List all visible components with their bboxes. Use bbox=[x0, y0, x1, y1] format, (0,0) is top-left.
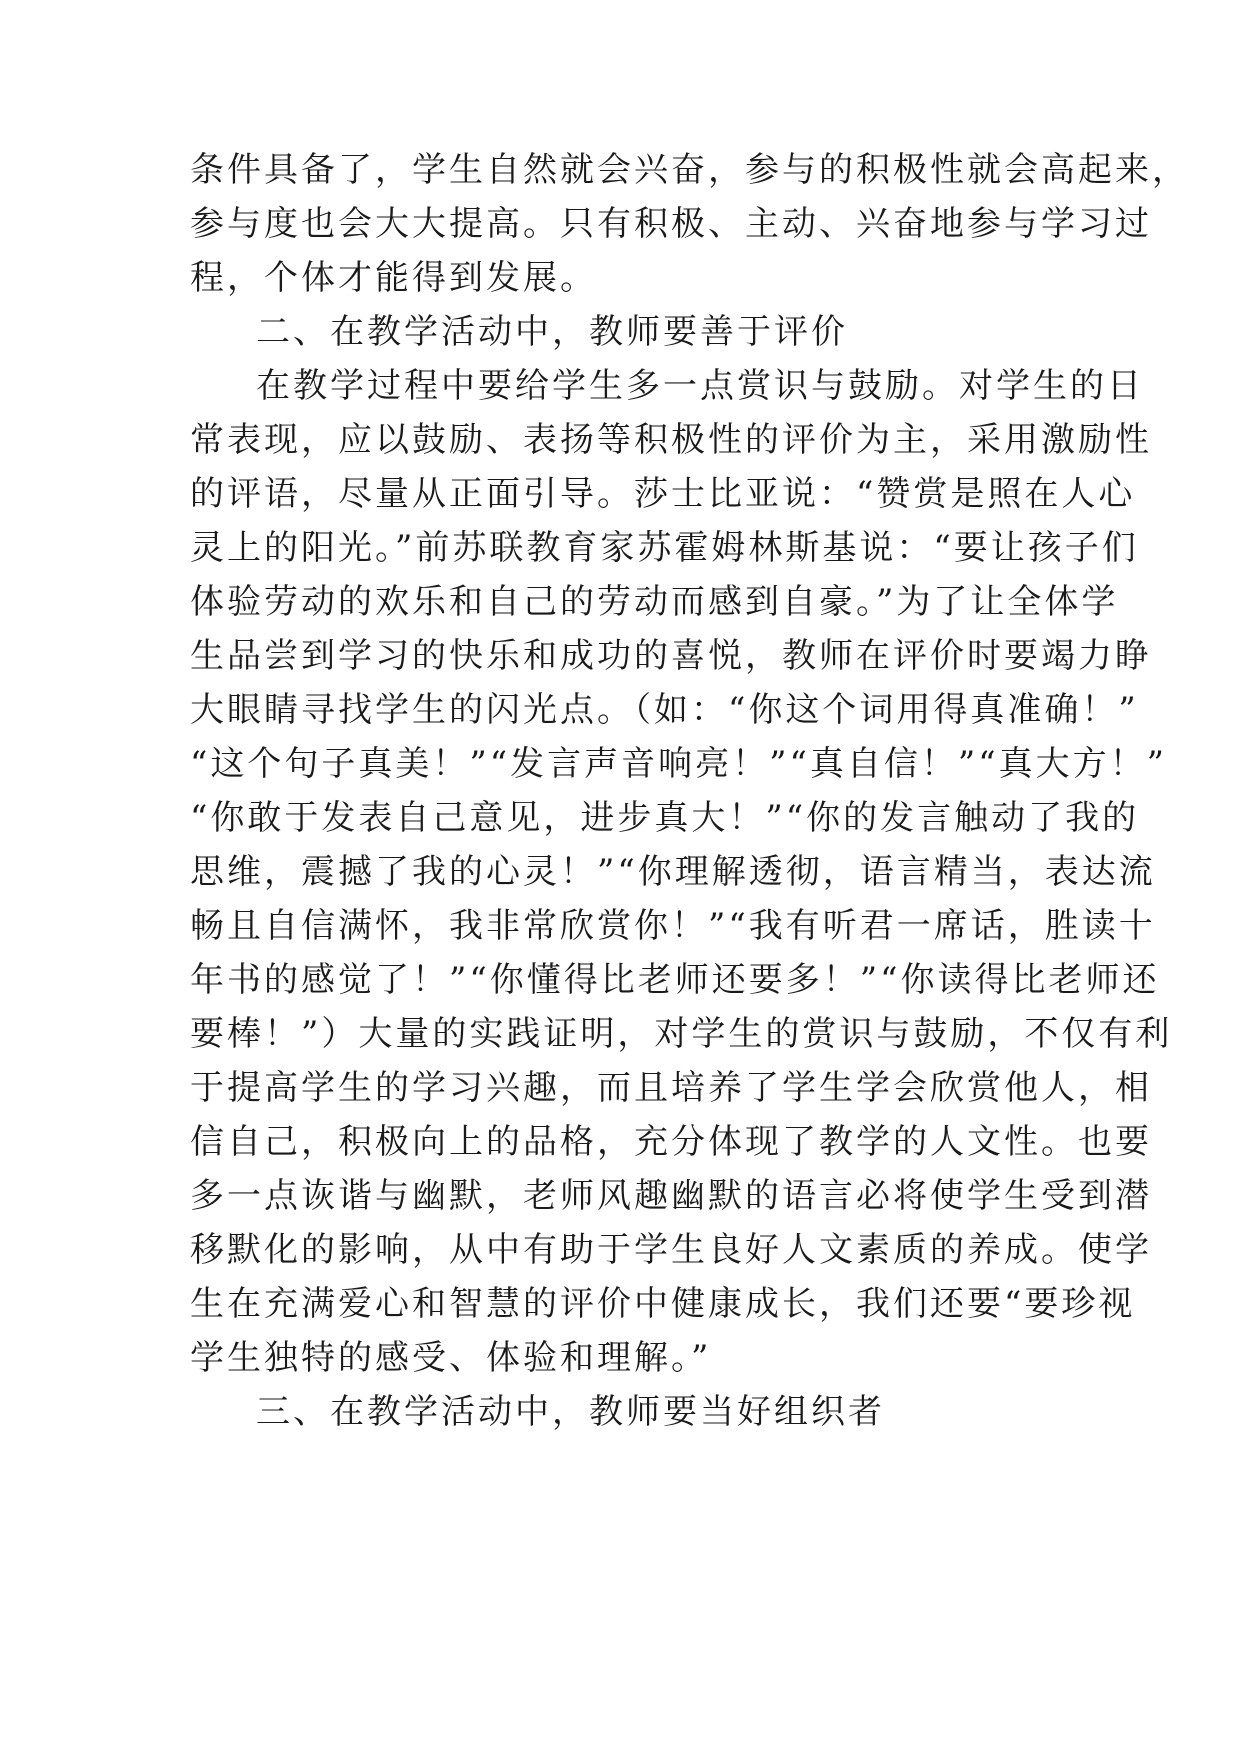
paragraph-line: 学生独特的感受、体验和理解。” bbox=[190, 1338, 712, 1378]
paragraph-line: 参与度也会大大提高。只有积极、主动、兴奋地参与学习过 bbox=[190, 204, 1152, 244]
paragraph-line: 灵上的阳光。”前苏联教育家苏霍姆林斯基说：“要让孩子们 bbox=[190, 528, 1139, 568]
paragraph-line: 要棒！”）大量的实践证明，对学生的赏识与鼓励，不仅有利 bbox=[190, 1014, 1173, 1054]
paragraph-line: 移默化的影响，从中有助于学生良好人文素质的养成。使学 bbox=[190, 1230, 1152, 1270]
paragraph-line: 大眼睛寻找学生的闪光点。（如：“你这个词用得真准确！” bbox=[190, 690, 1139, 730]
paragraph-line: 畅且自信满怀，我非常欣赏你！”“我有听君一席话，胜读十 bbox=[190, 906, 1156, 946]
paragraph-line: 在教学过程中要给学生多一点赏识与鼓励。对学生的日 bbox=[256, 366, 1144, 406]
paragraph-line: 信自己，积极向上的品格，充分体现了教学的人文性。也要 bbox=[190, 1122, 1152, 1162]
paragraph-line: 体验劳动的欢乐和自己的劳动而感到自豪。”为了让全体学 bbox=[190, 582, 1119, 622]
paragraph-line: 生品尝到学习的快乐和成功的喜悦，教师在评价时要竭力睁 bbox=[190, 636, 1152, 676]
paragraph-line: 常表现，应以鼓励、表扬等积极性的评价为主，采用激励性 bbox=[190, 420, 1152, 460]
paragraph-line: 年书的感觉了！”“你懂得比老师还要多！”“你读得比老师还 bbox=[190, 960, 1160, 1000]
paragraph-line: “这个句子真美！”“发言声音响亮！”“真自信！”“真大方！” bbox=[190, 744, 1168, 784]
section-heading: 三、在教学活动中，教师要当好组织者 bbox=[256, 1392, 885, 1432]
paragraph-line: 思维，震撼了我的心灵！”“你理解透彻，语言精当，表达流 bbox=[190, 852, 1156, 892]
paragraph-line: 的评语，尽量从正面引导。莎士比亚说：“赞赏是照在人心 bbox=[190, 474, 1136, 514]
paragraph-line: “你敢于发表自己意见，进步真大！”“你的发言触动了我的 bbox=[190, 798, 1140, 838]
paragraph-line: 条件具备了，学生自然就会兴奋，参与的积极性就会高起来， bbox=[190, 150, 1189, 190]
paragraph-line: 于提高学生的学习兴趣，而且培养了学生学会欣赏他人，相 bbox=[190, 1068, 1152, 1108]
section-heading: 二、在教学活动中，教师要善于评价 bbox=[256, 312, 848, 352]
paragraph-line: 生在充满爱心和智慧的评价中健康成长，我们还要“要珍视 bbox=[190, 1284, 1136, 1324]
paragraph-line: 程，个体才能得到发展。 bbox=[190, 258, 597, 298]
paragraph-line: 多一点诙谐与幽默，老师风趣幽默的语言必将使学生受到潜 bbox=[190, 1176, 1152, 1216]
